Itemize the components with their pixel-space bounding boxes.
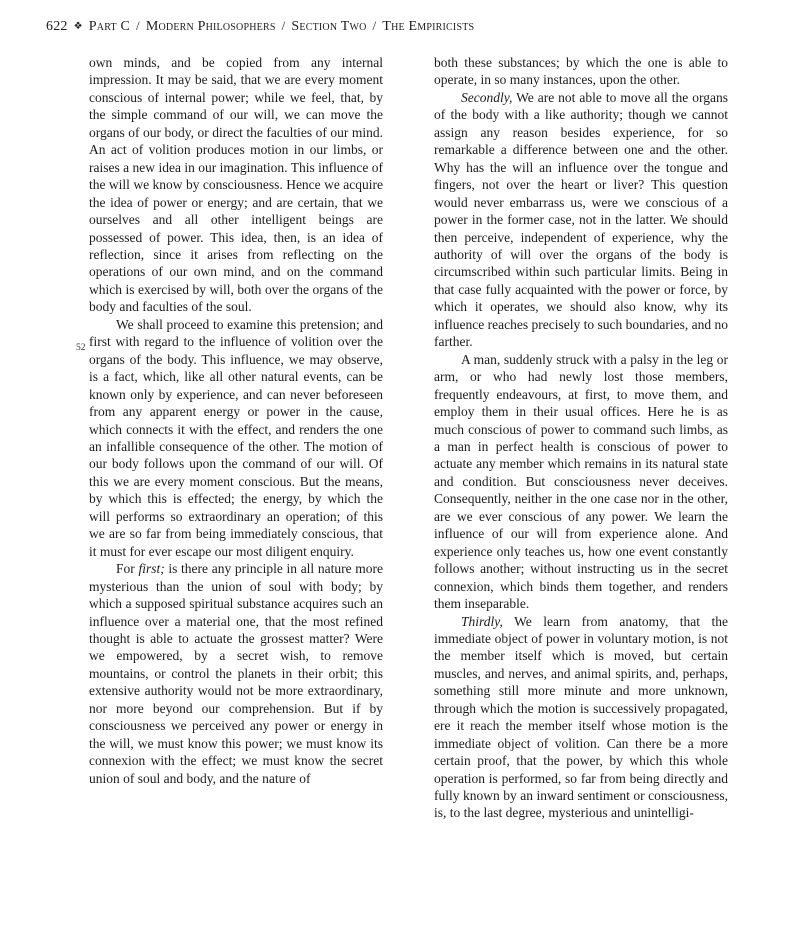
paragraph <box>434 613 728 822</box>
header-section: Section Two <box>291 19 367 34</box>
header-separator: / <box>372 18 377 33</box>
diamond-ornament-icon: ❖ <box>73 21 83 32</box>
paragraph: both these substances; by which the one is able to operate, in so many instances, upon the other. <box>434 55 728 88</box>
emphasis: Secondly, <box>461 89 513 105</box>
paragraph-lead: For <box>116 561 139 577</box>
margin-section-number: 52 <box>76 343 86 353</box>
paragraph <box>89 560 383 787</box>
page-number: 622 <box>46 19 68 34</box>
left-column <box>89 54 383 787</box>
header-separator: / <box>136 18 140 33</box>
paragraph: A man, suddenly struck with a palsy in the leg or arm, or who had newly lost those members, frequently endeavours, at first, to move them, and employ them in their usual offices. Here he is as much conscious of power to command such limbs, as a man in perfect health is conscious of power to actuate any member which remains in its natural state and condition. But consciousness never deceives. Consequently, neither in the one case nor in the other, are we ever conscious of any power. We learn the influence of our will from experience alone. And experience only teaches us, how one event constantly follows another; without instructing us in the secret connexion, which binds them together, and renders them inseparable. <box>434 351 728 612</box>
header-separator: / <box>281 18 286 33</box>
paragraph-text: We are not able to move all the organs of the body with a like authority; though we cannot assign any reason besides experience, for so remarkable a difference between one and the other. Why has the will an influence over the tongue and fingers, not over the heart or liver? This question would never embarrass us, were we conscious of a power in the former case, not in the latter. We should then perceive, independent of experience, why the authority of will over the organs of the body is circumscribed within such particular limits. Being in that case fully acquainted with the power or force, by which it operates, we should also know, why its influence reaches precisely to such boundaries, and no farther. <box>434 89 728 350</box>
emphasis: first; <box>138 561 165 577</box>
paragraph-text: We learn from anatomy, that the immediate object of power in voluntary motion, is not the member itself which is moved, but certain muscles, and nerves, and animal spirits, and, perhaps, something still more minute and more unknown, through which the motion is successively propagated, ere it reach the member itself whose motion is the immediate object of volition. Can there be a more certain proof, that the power, by which this whole operation is performed, so far from being directly and fully known by an inward sentiment or consciousness, is, to the last degree, mysterious and unintelligi- <box>434 613 728 821</box>
header-book: Modern Philosophers <box>145 19 276 34</box>
paragraph-text: is there any principle in all nature more mysterious than the union of soul with body; by which a supposed spiritual substance acquires such an influence over a material one, that the most refined thought is able to actuate the grossest matter? Were we empowered, by a secret wish, to remove mountains, or control the planets in their orbit; this extensive authority would not be more extraordinary, nor more beyond our comprehension. But if by consciousness we perceived any power or energy in the will, we must know this power; we must know its connexion with the effect; we must know the secret union of soul and body, and the nature of <box>89 561 383 786</box>
paragraph: own minds, and be copied from any internal impression. It may be said, that we are every moment conscious of internal power; while we feel, that, by the simple command of our will, we can move the organs of our body, or direct the faculties of our mind. An act of volition produces motion in our limbs, or raises a new idea in our imagination. This influence of the will we know by consciousness. Hence we acquire the idea of power or energy; and are certain, that we ourselves and all other intelligent beings are possessed of power. This idea, then, is an idea of reflection, since it arises from reflecting on the operations of our own mind, and on the command which is exercised by will, both over the organs of the body and faculties of the soul. <box>89 55 383 315</box>
header-part: Part C <box>88 19 131 34</box>
paragraph: We shall proceed to examine this pretension; and first with regard to the influence of volition over the organs of the body. This influence, we may observe, is a fact, which, like all other natural events, can be known only by experience, and can never beforeseen from any apparent energy or power in the cause, which connects it with the effect, and renders the one an infallible consequence of the other. The motion of our body follows upon the command of our will. Of this we are every moment conscious. But the means, by which this is effected; the energy, by which the will performs so extraordinary an operation; of this we are so far from being immediately conscious, that it must for ever escape our most diligent enquiry. <box>89 316 383 559</box>
running-header <box>46 18 746 35</box>
paragraph <box>434 89 728 351</box>
header-chapter: The Empiricists <box>382 19 475 34</box>
right-column <box>434 54 728 822</box>
emphasis: Thirdly, <box>461 613 503 629</box>
